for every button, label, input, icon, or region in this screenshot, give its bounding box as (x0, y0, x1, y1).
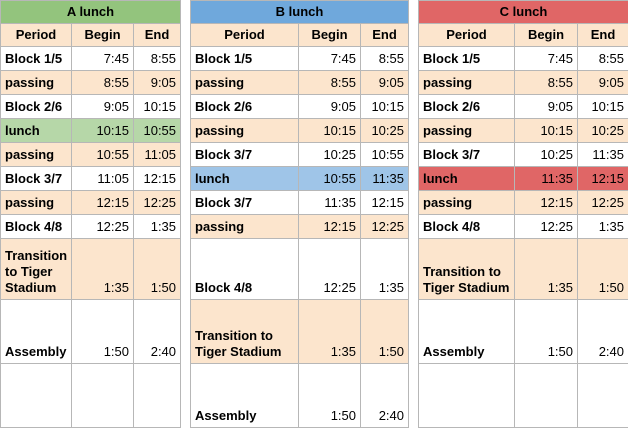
table-row: Block 4/8 12:25 1:35 (191, 239, 409, 300)
table-row: Block 4/8 12:25 1:35 (1, 215, 181, 239)
table-row: Block 2/6 9:05 10:15 (191, 95, 409, 119)
table-row: Transition to Tiger Stadium 1:35 1:50 (1, 239, 181, 300)
table-row: Block 3/7 11:35 12:15 (191, 191, 409, 215)
table-row: passing 8:55 9:05 (1, 71, 181, 95)
end-header: End (361, 24, 409, 47)
begin-header: Begin (515, 24, 578, 47)
empty-row (1, 364, 181, 428)
table-row: passing 10:55 11:05 (1, 143, 181, 167)
c-lunch-schedule (418, 0, 628, 428)
table-row: Transition to Tiger Stadium 1:35 1:50 (191, 300, 409, 364)
table-row: passing 8:55 9:05 (191, 71, 409, 95)
end-header: End (578, 24, 628, 47)
begin-header: Begin (299, 24, 361, 47)
table-row: Block 4/8 12:25 1:35 (419, 215, 628, 239)
period-header: Period (191, 24, 299, 47)
a-lunch-schedule (0, 0, 181, 428)
table-row: Block 3/7 11:05 12:15 (1, 167, 181, 191)
table-row: Block 2/6 9:05 10:15 (1, 95, 181, 119)
c-lunch-title: C lunch (419, 1, 628, 24)
b-lunch-title: B lunch (191, 1, 409, 24)
table-row: Assembly 1:50 2:40 (419, 300, 628, 364)
period-header: Period (419, 24, 515, 47)
table-row: passing 12:15 12:25 (191, 215, 409, 239)
end-header: End (134, 24, 181, 47)
b-lunch-schedule (190, 0, 409, 428)
lunch-row: lunch 10:55 11:35 (191, 167, 409, 191)
lunch-row: lunch 11:35 12:15 (419, 167, 628, 191)
a-lunch-title: A lunch (1, 1, 181, 24)
table-row: Block 2/6 9:05 10:15 (419, 95, 628, 119)
period-header: Period (1, 24, 72, 47)
table-row: Block 3/7 10:25 10:55 (191, 143, 409, 167)
table-row: passing 8:55 9:05 (419, 71, 628, 95)
lunch-row: lunch 10:15 10:55 (1, 119, 181, 143)
table-row: passing 10:15 10:25 (191, 119, 409, 143)
table-row: Block 1/5 7:45 8:55 (419, 47, 628, 71)
begin-header: Begin (72, 24, 134, 47)
empty-row (419, 364, 628, 428)
table-row: passing 12:15 12:25 (419, 191, 628, 215)
table-row: Assembly 1:50 2:40 (191, 364, 409, 428)
table-row: passing 12:15 12:25 (1, 191, 181, 215)
table-row: Assembly 1:50 2:40 (1, 300, 181, 364)
table-row: Transition to Tiger Stadium 1:35 1:50 (419, 239, 628, 300)
table-row: Block 1/5 7:45 8:55 (191, 47, 409, 71)
table-row: passing 10:15 10:25 (419, 119, 628, 143)
table-row: Block 1/5 7:45 8:55 (1, 47, 181, 71)
table-row: Block 3/7 10:25 11:35 (419, 143, 628, 167)
